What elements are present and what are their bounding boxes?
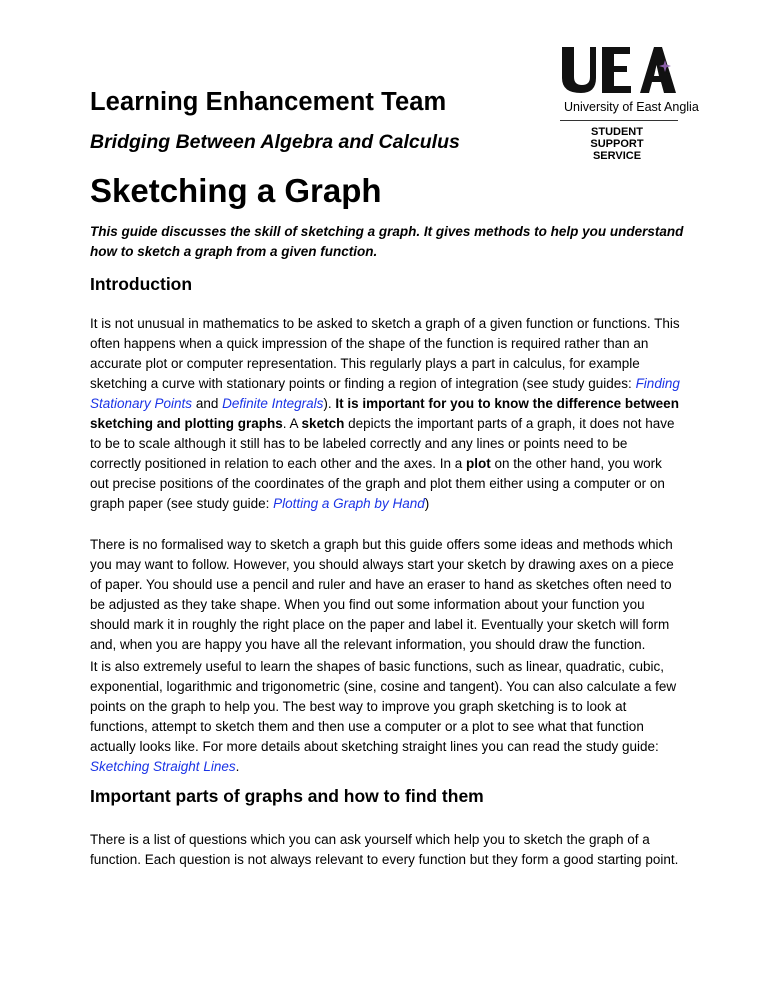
parts-paragraph-1: There is a list of questions which you can ask yourself which help you to sketch the graph of a function. Each question is not always relevant to every function but they form a good starting point.: [90, 832, 679, 867]
link-finding-stationary-points[interactable]: Finding Stationary Points: [90, 376, 680, 411]
intro-paragraph-3: It is also extremely useful to learn the shapes of basic functions, such as linear, quadratic, cubic, exponential, logarithmic and trigonometric (sine, cosine and tangent). You can also calculate a few points on the graph to help you. The best way to improve you graph sketching is to look at functions, attempt to sketch them and then use a computer or a plot to see what that function actually looks like. For more details about sketching straight lines you can read the study guide: Sketching Straight Lines.: [90, 659, 677, 774]
link-sketching-straight-lines[interactable]: Sketching Straight Lines: [90, 759, 236, 774]
page-title: Sketching a Graph: [90, 172, 382, 209]
introduction-heading: Introduction: [90, 274, 193, 294]
logo-divider: [560, 120, 678, 121]
link-definite-integrals[interactable]: Definite Integrals: [222, 396, 324, 411]
important-parts-heading: Important parts of graphs and how to find them: [90, 786, 484, 806]
intro-paragraph-1: It is not unusual in mathematics to be asked to sketch a graph of a given function or functions. This often happens when a quick impression of the shape of the function is required rather than an accurate plot or computer representation. This regularly plays a part in calculus, for example sketching a curve with stationary points or finding a region of integration (see study guides: Finding Stationary Points and Definite Integrals). It is important for you to know the difference between sketching and plotting graphs. A sketch depicts the important parts of a graph, it does not have to be to scale although it still has to be labeled correctly and any lines or points need to be correctly positioned in relation to each other and the axes. In a plot on the other hand, you work out precise positions of the coordinates of the graph and plot them either using a computer or on graph paper (see study guide: Plotting a Graph by Hand): [90, 316, 680, 511]
team-heading: Learning Enhancement Team: [90, 88, 447, 116]
service-line-1: STUDENT SUPPORT: [590, 126, 644, 150]
lead-paragraph: This guide discusses the skill of sketching a graph. It gives methods to help you understand how to sketch a graph from a given function.: [90, 224, 684, 259]
intro-paragraph-2: There is no formalised way to sketch a graph but this guide offers some ideas and methods which you may want to follow. However, you should always start your sketch by drawing axes on a piece of paper. You should use a pencil and ruler and have an eraser to hand as sketches often need to be adjusted as they take shape. When you find out some information about your function you should mark it in roughly the right place on the paper and label it. Eventually your sketch will form and, when you are happy you have all the relevant information, you should draw the function.: [90, 537, 674, 652]
uea-logo: [560, 45, 678, 97]
service-line-2: SERVICE: [592, 150, 642, 162]
university-name: University of East Anglia: [564, 100, 699, 114]
link-plotting-a-graph-by-hand[interactable]: Plotting a Graph by Hand: [273, 496, 425, 511]
student-support-service: [565, 126, 669, 162]
uea-wordmark-icon: [560, 45, 678, 97]
course-subtitle: Bridging Between Algebra and Calculus: [90, 131, 460, 153]
